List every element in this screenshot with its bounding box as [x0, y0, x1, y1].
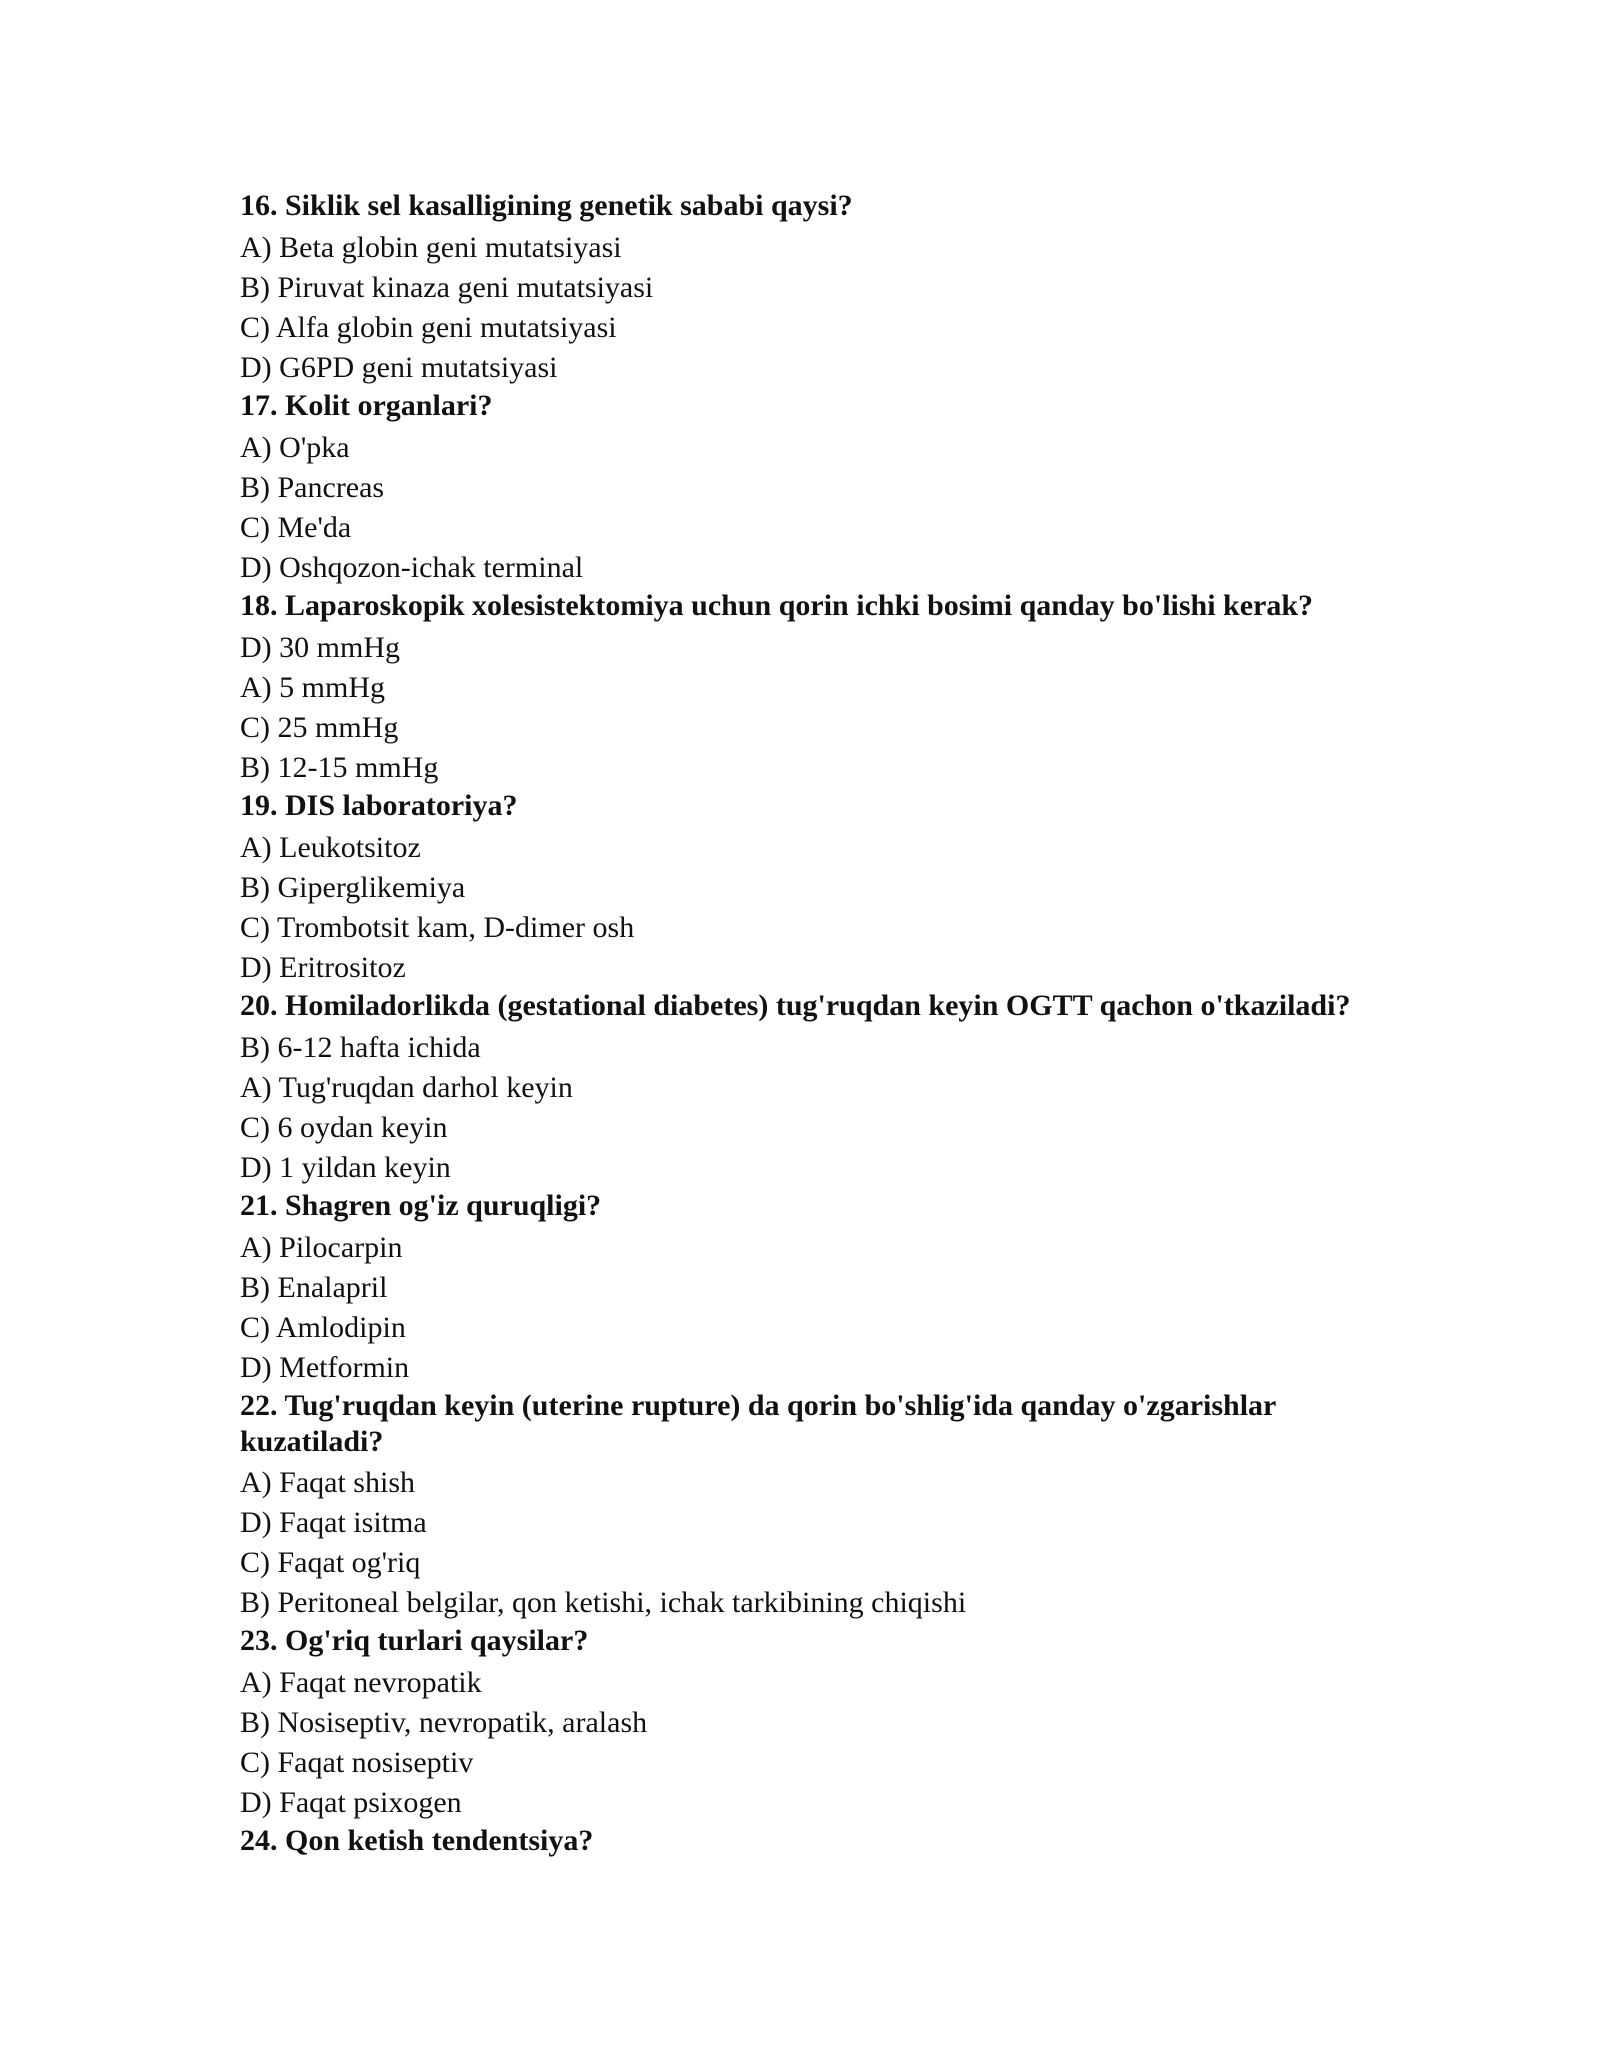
question-21: [240, 1188, 1420, 1388]
answer-option: B) Peritoneal belgilar, qon ketishi, ichak tarkibining chiqishi: [240, 1586, 967, 1619]
answer-option: D) G6PD geni mutatsiyasi: [240, 351, 558, 384]
answer-option: D) Faqat isitma: [240, 1506, 427, 1539]
answer-option: B) Nosiseptiv, nevropatik, aralash: [240, 1706, 648, 1739]
document-page: [240, 188, 1420, 1863]
answer-option: B) Piruvat kinaza geni mutatsiyasi: [240, 271, 654, 304]
answer-option: D) 30 mmHg: [240, 631, 400, 664]
answer-option: A) Tug'ruqdan darhol keyin: [240, 1071, 573, 1104]
question-18: [240, 588, 1420, 788]
question-title: 16. Siklik sel kasalligining genetik sababi qaysi?: [240, 189, 853, 222]
question-24: [240, 1823, 1420, 1863]
answer-option: A) Pilocarpin: [240, 1231, 403, 1264]
answer-option: A) Beta globin geni mutatsiyasi: [240, 231, 622, 264]
answer-option: C) 25 mmHg: [240, 711, 399, 744]
question-22: [240, 1388, 1420, 1623]
answer-option: C) Faqat og'riq: [240, 1546, 421, 1579]
answer-option: B) Enalapril: [240, 1271, 388, 1304]
question-title: 22. Tug'ruqdan keyin (uterine rupture) da qorin bo'shlig'ida qanday o'zgarishlar kuzatiladi?: [240, 1389, 1276, 1458]
answer-option: C) Me'da: [240, 511, 352, 544]
question-title: 21. Shagren og'iz quruqligi?: [240, 1189, 602, 1222]
question-title: 20. Homiladorlikda (gestational diabetes) tug'ruqdan keyin OGTT qachon o'tkaziladi?: [240, 989, 1351, 1022]
answer-option: C) Trombotsit kam, D-dimer osh: [240, 911, 635, 944]
answer-option: D) 1 yildan keyin: [240, 1151, 451, 1184]
question-title: 19. DIS laboratoriya?: [240, 789, 518, 822]
answer-option: A) 5 mmHg: [240, 671, 385, 704]
answer-option: D) Faqat psixogen: [240, 1786, 462, 1819]
answer-option: D) Metformin: [240, 1351, 410, 1384]
question-title: 23. Og'riq turlari qaysilar?: [240, 1624, 589, 1657]
question-19: [240, 788, 1420, 988]
question-16: [240, 188, 1420, 388]
answer-option: D) Eritrositoz: [240, 951, 406, 984]
answer-option: B) Pancreas: [240, 471, 385, 504]
answer-option: C) Alfa globin geni mutatsiyasi: [240, 311, 617, 344]
question-17: [240, 388, 1420, 588]
question-20: [240, 988, 1420, 1188]
question-23: [240, 1623, 1420, 1823]
answer-option: A) Faqat shish: [240, 1466, 415, 1499]
answer-option: B) 6-12 hafta ichida: [240, 1031, 481, 1064]
question-title: 18. Laparoskopik xolesistektomiya uchun qorin ichki bosimi qanday bo'lishi kerak?: [240, 589, 1314, 622]
answer-option: C) 6 oydan keyin: [240, 1111, 448, 1144]
answer-option: A) Faqat nevropatik: [240, 1666, 482, 1699]
question-title: 17. Kolit organlari?: [240, 389, 493, 422]
answer-option: B) Giperglikemiya: [240, 871, 466, 904]
answer-option: C) Amlodipin: [240, 1311, 406, 1344]
question-title: 24. Qon ketish tendentsiya?: [240, 1824, 594, 1857]
answer-option: B) 12-15 mmHg: [240, 751, 439, 784]
answer-option: D) Oshqozon-ichak terminal: [240, 551, 584, 584]
answer-option: A) O'pka: [240, 431, 350, 464]
answer-option: A) Leukotsitoz: [240, 831, 421, 864]
answer-option: C) Faqat nosiseptiv: [240, 1746, 474, 1779]
